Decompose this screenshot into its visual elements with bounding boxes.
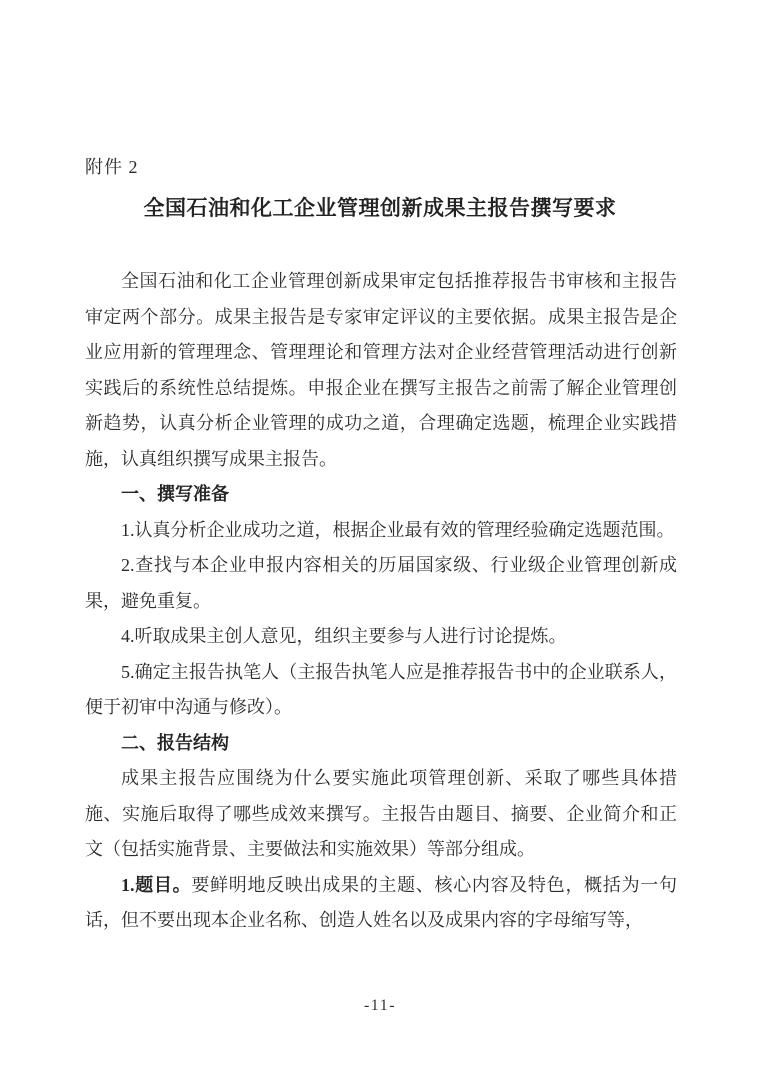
section-1-heading: 一、撰写准备 [121,484,229,504]
document-body [85,264,677,939]
page-number: -11- [363,997,397,1014]
section-1-item-2: 2.查找与本企业申报内容相关的历届国家级、行业级企业管理创新成果，避免重复。 [85,555,677,611]
item-title-text: 要鲜明地反映出成果的主题、核心内容及特色，概括为一句话，但不要出现本企业名称、创造人姓名以及成果内容的字母缩写等， [85,874,677,930]
intro-paragraph: 全国石油和化工企业管理创新成果审定包括推荐报告书审核和主报告审定两个部分。成果主报告是专家审定评议的主要依据。成果主报告是企业应用新的管理理念、管理理论和管理方法对企业经营管理活动进行创新实践后的系统性总结提炼。申报企业在撰写主报告之前需了解企业管理创新趋势，认真分析企业管理的成功之道，合理确定选题，梳理企业实践措施，认真组织撰写成果主报告。 [85,271,677,469]
section-1-item-1: 1.认真分析企业成功之道，根据企业最有效的管理经验确定选题范围。 [121,519,675,540]
item-title-lead: 1.题目。 [121,874,192,895]
section-2-heading: 二、报告结构 [121,732,229,753]
section-1-item-4: 4.听取成果主创人意见，组织主要参与人进行讨论提炼。 [121,626,567,646]
section-1-item-5: 5.确定主报告执笔人（主报告执笔人应是推荐报告书中的企业联系人，便于初审中沟通与修改）。 [85,661,677,717]
document-title: 全国石油和化工企业管理创新成果主报告撰写要求 [143,196,617,220]
item-title-paragraph [85,868,677,939]
section-2-intro-paragraph: 成果主报告应围绕为什么要实施此项管理创新、采取了哪些具体措施、实施后取得了哪些成效来撰写。主报告由题目、摘要、企业简介和正文（包括实施背景、主要做法和实施效果）等部分组成。 [85,768,677,859]
attachment-label: 附件 2 [85,157,139,177]
